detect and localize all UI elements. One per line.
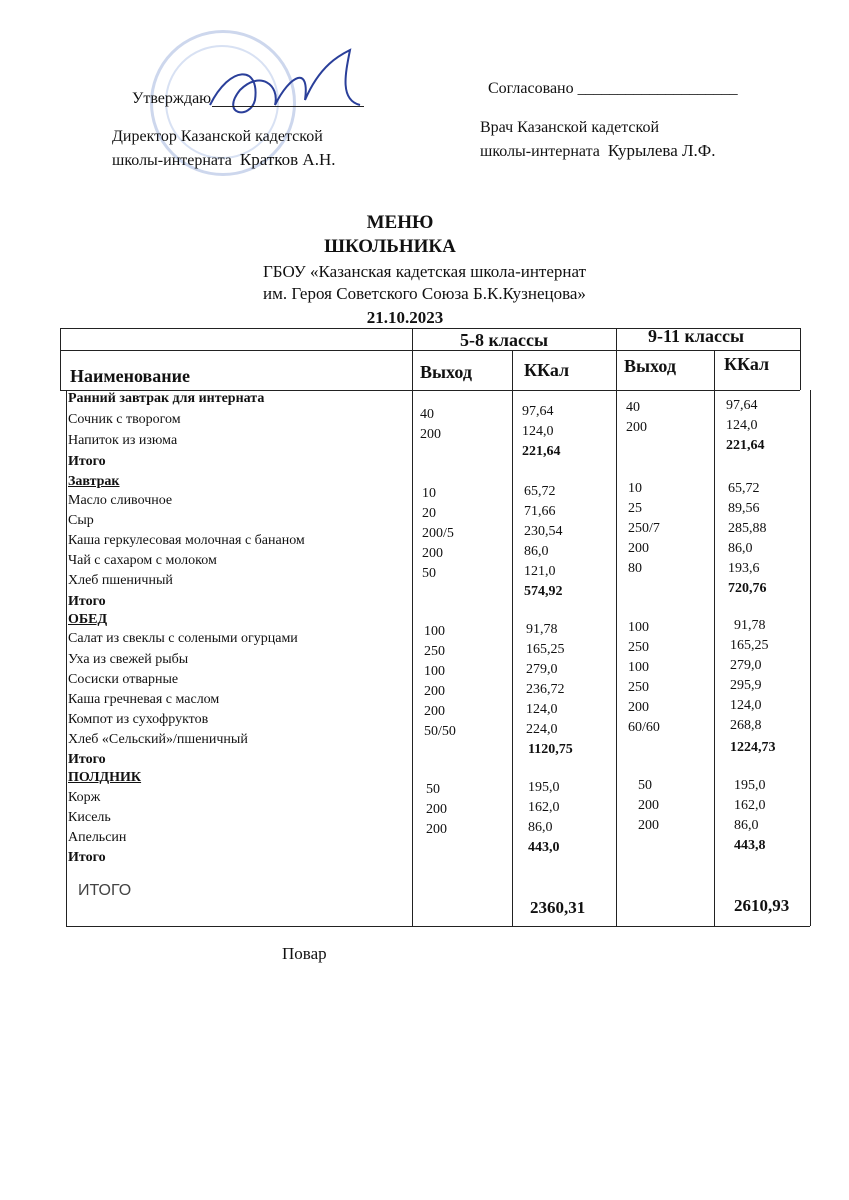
dish-kcal-1: 71,66 [524, 504, 556, 519]
dish-name: Уха из свежей рыбы [68, 652, 189, 667]
subtotal-label: Итого [68, 454, 106, 469]
subtotal-label: Итого [68, 752, 106, 767]
signature-icon [200, 45, 370, 125]
subtotal-kcal-1: 1120,75 [528, 742, 573, 757]
approve-signature-line [212, 106, 364, 107]
dish-output-1: 200 [422, 546, 443, 561]
dish-kcal-2: 162,0 [734, 798, 766, 813]
dish-output-2: 200 [638, 798, 659, 813]
section-title: Ранний завтрак для интерната [68, 391, 265, 406]
dish-output-1: 100 [424, 664, 445, 679]
dish-name: Корж [68, 790, 101, 805]
dish-kcal-2: 86,0 [734, 818, 759, 833]
column-header-name: Наименование [70, 366, 190, 386]
dish-kcal-1: 195,0 [528, 780, 560, 795]
dish-name: Каша геркулесовая молочная с бананом [68, 533, 305, 548]
dish-output-1: 100 [424, 624, 445, 639]
grand-total-label: ИТОГО [78, 882, 132, 899]
dish-output-2: 60/60 [628, 720, 660, 735]
dish-kcal-2: 89,56 [728, 501, 760, 516]
dish-output-1: 200 [426, 822, 447, 837]
subtotal-kcal-2: 443,8 [734, 838, 766, 853]
dish-kcal-1: 236,72 [526, 682, 565, 697]
dish-output-2: 40 [626, 400, 640, 415]
approve-position: Директор Казанской кадетской [112, 128, 323, 145]
subtotal-kcal-1: 574,92 [524, 584, 563, 599]
dish-name: Каша гречневая с маслом [68, 692, 220, 707]
dish-output-2: 80 [628, 561, 642, 576]
dish-output-1: 200 [420, 427, 441, 442]
org-name: ГБОУ «Казанская кадетская школа-интернат [262, 262, 587, 281]
dish-output-1: 50 [426, 782, 440, 797]
dish-name: Апельсин [68, 830, 127, 845]
approve-position-2: школы-интерната Кратков А.Н. [112, 150, 336, 169]
dish-output-1: 10 [422, 486, 436, 501]
grand-total-kcal-2: 2610,93 [734, 896, 790, 915]
dish-name: Компот из сухофруктов [68, 712, 209, 727]
dish-output-2: 100 [628, 660, 649, 675]
dish-kcal-2: 97,64 [726, 398, 758, 413]
dish-output-1: 40 [420, 407, 434, 422]
dish-kcal-1: 86,0 [524, 544, 549, 559]
group-5-8-header: 5-8 классы [460, 330, 548, 350]
dish-name: Сыр [68, 513, 94, 528]
dish-output-1: 50/50 [424, 724, 456, 739]
subtotal-kcal-2: 1224,73 [730, 740, 776, 755]
dish-kcal-1: 224,0 [526, 722, 558, 737]
dish-output-2: 10 [628, 481, 642, 496]
dish-kcal-2: 124,0 [730, 698, 762, 713]
dish-output-2: 25 [628, 501, 642, 516]
subtotal-kcal-1: 221,64 [522, 444, 561, 459]
dish-output-1: 20 [422, 506, 436, 521]
dish-kcal-2: 195,0 [734, 778, 766, 793]
column-header-kcal-2: ККал [724, 354, 770, 374]
dish-output-2: 100 [628, 620, 649, 635]
dish-output-2: 50 [638, 778, 652, 793]
column-header-kcal-1: ККал [524, 360, 570, 380]
dish-output-2: 250 [628, 640, 649, 655]
dish-kcal-2: 268,8 [730, 718, 762, 733]
dish-name: Салат из свеклы с солеными огурцами [68, 631, 298, 646]
subtotal-kcal-1: 443,0 [528, 840, 560, 855]
dish-kcal-2: 165,25 [730, 638, 769, 653]
dish-kcal-1: 86,0 [528, 820, 553, 835]
dish-kcal-1: 65,72 [524, 484, 556, 499]
dish-kcal-2: 295,9 [730, 678, 762, 693]
section-title: ОБЕД [68, 612, 108, 627]
dish-kcal-2: 193,6 [728, 561, 760, 576]
dish-kcal-1: 230,54 [524, 524, 563, 539]
dish-kcal-1: 124,0 [522, 424, 554, 439]
dish-kcal-1: 124,0 [526, 702, 558, 717]
dish-kcal-2: 91,78 [734, 618, 766, 633]
dish-name: Хлеб пшеничный [68, 573, 173, 588]
dish-output-1: 200 [426, 802, 447, 817]
dish-kcal-1: 162,0 [528, 800, 560, 815]
dish-kcal-2: 86,0 [728, 541, 753, 556]
dish-kcal-2: 124,0 [726, 418, 758, 433]
column-header-output-2: Выход [624, 356, 676, 376]
cook-label: Повар [282, 944, 327, 963]
dish-name: Чай с сахаром с молоком [68, 553, 217, 568]
dish-kcal-2: 285,88 [728, 521, 767, 536]
subtotal-label: Итого [68, 850, 106, 865]
group-9-11-header: 9-11 классы [648, 326, 745, 346]
dish-output-2: 200 [638, 818, 659, 833]
section-title: ПОЛДНИК [68, 770, 142, 785]
dish-kcal-1: 91,78 [526, 622, 558, 637]
grand-total-kcal-1: 2360,31 [530, 898, 586, 917]
dish-kcal-2: 279,0 [730, 658, 762, 673]
dish-output-2: 200 [628, 700, 649, 715]
dish-kcal-1: 165,25 [526, 642, 565, 657]
dish-name: Кисель [68, 810, 111, 825]
agree-position: Врач Казанской кадетской [480, 119, 660, 136]
dish-kcal-1: 121,0 [524, 564, 556, 579]
dish-name: Масло сливочное [68, 493, 173, 508]
dish-name: Сосиски отварные [68, 672, 179, 687]
subtotal-kcal-2: 720,76 [728, 581, 767, 596]
title-student: ШКОЛЬНИКА [324, 236, 456, 257]
title-menu: МЕНЮ [366, 212, 434, 233]
org-name-2: им. Героя Советского Союза Б.К.Кузнецова» [263, 284, 586, 303]
agree-position-2: школы-интерната Курылева Л.Ф. [480, 141, 716, 160]
dish-output-2: 250 [628, 680, 649, 695]
dish-kcal-1: 97,64 [522, 404, 554, 419]
dish-output-2: 200 [628, 541, 649, 556]
column-header-output-1: Выход [420, 362, 472, 382]
approve-label: Утверждаю [132, 90, 212, 107]
dish-output-1: 200 [424, 704, 445, 719]
subtotal-kcal-2: 221,64 [726, 438, 765, 453]
section-title: Завтрак [68, 474, 120, 489]
menu-date: 21.10.2023 [366, 308, 444, 327]
dish-output-1: 50 [422, 566, 436, 581]
dish-kcal-1: 279,0 [526, 662, 558, 677]
dish-output-2: 250/7 [628, 521, 660, 536]
dish-output-1: 200 [424, 684, 445, 699]
dish-name: Напиток из изюма [68, 433, 178, 448]
dish-kcal-2: 65,72 [728, 481, 760, 496]
dish-name: Хлеб «Сельский»/пшеничный [68, 732, 248, 747]
dish-output-1: 200/5 [422, 526, 454, 541]
subtotal-label: Итого [68, 594, 106, 609]
dish-output-2: 200 [626, 420, 647, 435]
dish-name: Сочник с творогом [68, 412, 181, 427]
dish-output-1: 250 [424, 644, 445, 659]
agree-label: Согласовано ____________________ [488, 80, 738, 97]
